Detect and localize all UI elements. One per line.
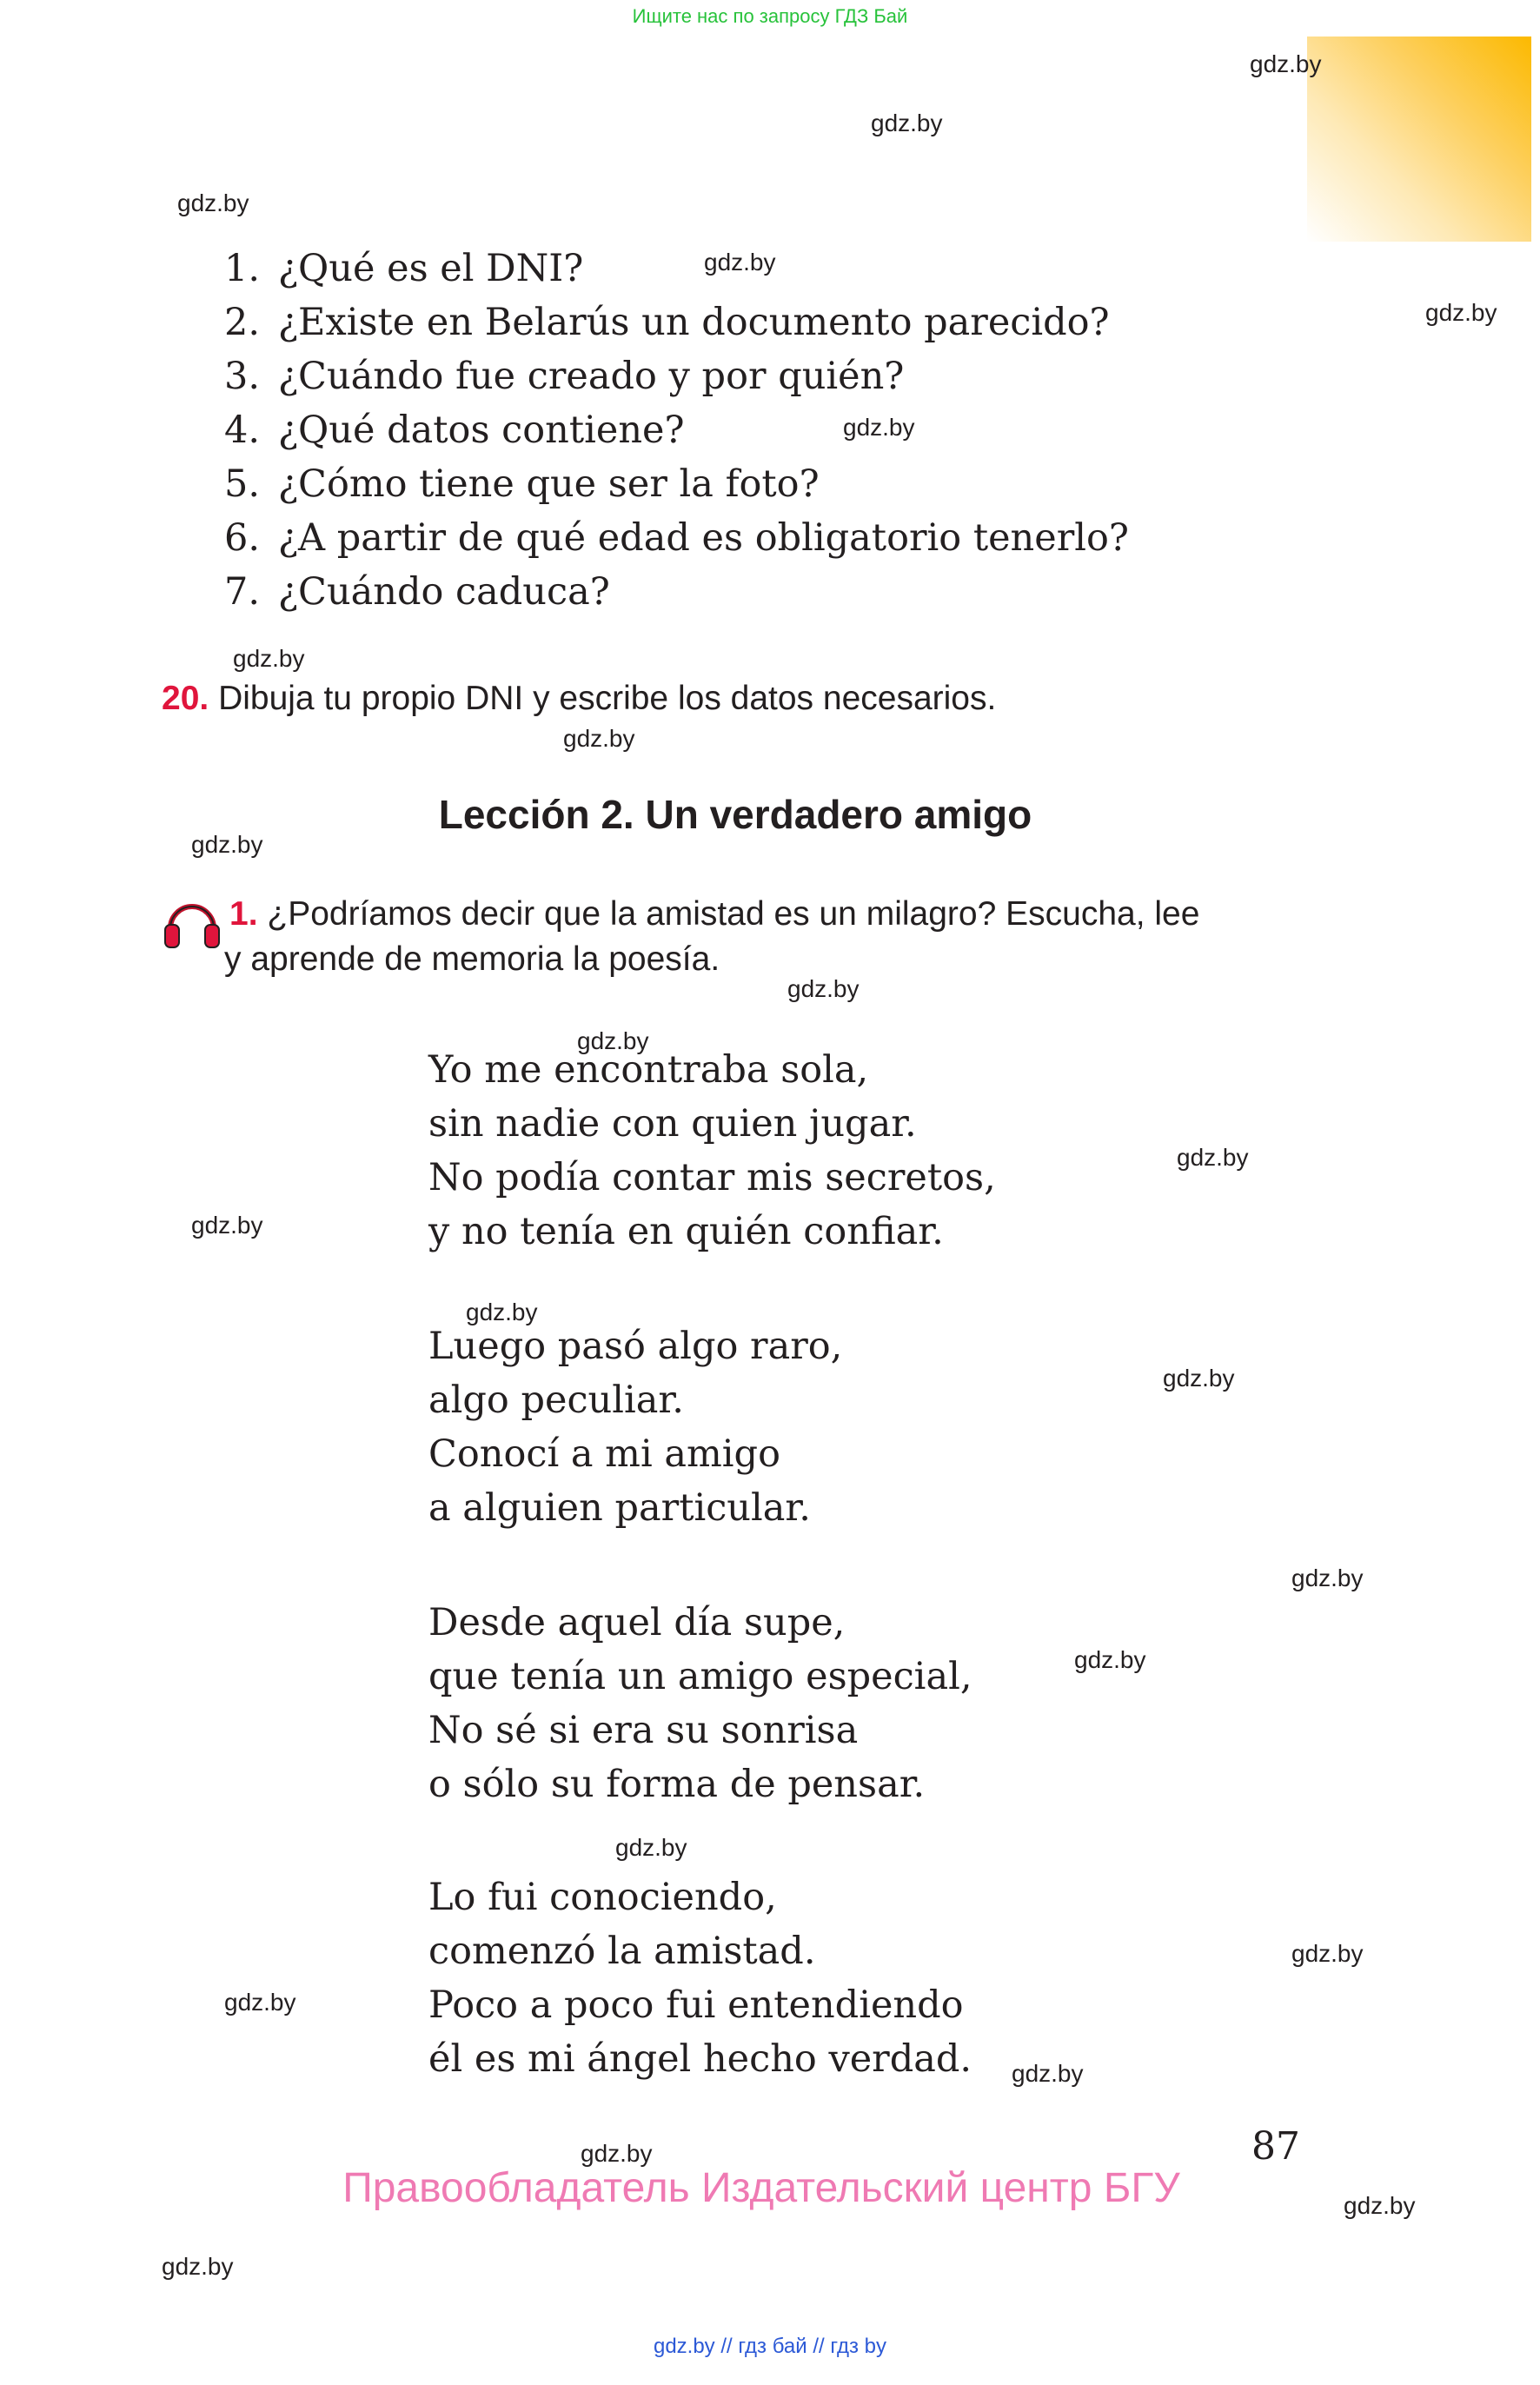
poem-line: Poco a poco fui entendiendo xyxy=(428,1983,964,2027)
poem-line: a alguien particular. xyxy=(428,1486,811,1530)
exercise-1-line-2: y aprende de memoria la poesía. xyxy=(224,940,720,978)
question-list xyxy=(224,242,1129,619)
poem-line: Conocí a mi amigo xyxy=(428,1432,780,1476)
watermark: gdz.by xyxy=(843,414,915,441)
watermark: gdz.by xyxy=(1177,1144,1249,1171)
watermark: gdz.by xyxy=(787,975,860,1002)
poem-line: Yo me encontraba sola, xyxy=(428,1048,869,1092)
poem-line: No sé si era su sonrisa xyxy=(428,1709,859,1752)
poem-line: sin nadie con quien jugar. xyxy=(428,1102,917,1146)
watermark: gdz.by xyxy=(177,189,249,216)
poem-line: algo peculiar. xyxy=(428,1379,684,1422)
poem-line: y no tenía en quién confiar. xyxy=(428,1210,944,1253)
exercise-1-line-1 xyxy=(229,892,1199,937)
exercise-number: 20. xyxy=(162,680,209,717)
watermark: gdz.by xyxy=(191,1212,263,1239)
exercise-text: ¿Podríamos decir que la amistad es un milagro? Escucha, lee xyxy=(267,895,1200,933)
top-banner[interactable]: Ищите нас по запросу ГДЗ Бай xyxy=(632,5,908,27)
exercise-text: Dibuja tu propio DNI y escribe los datos necesarios. xyxy=(218,680,997,717)
question-item: 2. ¿Existe en Belarús un documento parecido? xyxy=(224,301,1110,344)
watermark: gdz.by xyxy=(577,1027,649,1054)
poem-stanza xyxy=(428,1319,842,1535)
watermark: gdz.by xyxy=(233,645,305,672)
question-item: 7. ¿Cuándo caduca? xyxy=(224,570,610,614)
exercise-number: 1. xyxy=(229,895,258,933)
watermark: gdz.by xyxy=(162,2253,234,2280)
poem-line: comenzó la amistad. xyxy=(428,1930,816,1973)
poem-line: o sólo su forma de pensar. xyxy=(428,1763,926,1806)
poem-stanza xyxy=(428,1596,972,1811)
watermark: gdz.by xyxy=(1250,50,1322,77)
copyright-notice: Правообладатель Издательский центр БГУ xyxy=(342,2165,1180,2211)
watermark: gdz.by xyxy=(615,1834,687,1861)
watermark: gdz.by xyxy=(563,725,635,752)
watermark: gdz.by xyxy=(1291,1940,1364,1967)
bottom-links[interactable]: gdz.by // гдз бай // гдз by xyxy=(653,2335,887,2358)
watermark: gdz.by xyxy=(224,1989,296,2016)
watermark: gdz.by xyxy=(466,1299,538,1325)
watermark: gdz.by xyxy=(1425,299,1497,326)
corner-decoration xyxy=(1307,37,1531,242)
poem-stanza xyxy=(428,1043,996,1259)
poem-line: Desde aquel día supe, xyxy=(428,1601,846,1644)
headphones-icon[interactable] xyxy=(162,892,222,953)
watermark: gdz.by xyxy=(581,2140,653,2167)
watermark: gdz.by xyxy=(1163,1365,1235,1392)
poem-line: él es mi ángel hecho verdad. xyxy=(428,2037,972,2081)
watermark: gdz.by xyxy=(704,249,776,276)
poem-line: Lo fui conociendo, xyxy=(428,1876,777,1919)
page-number: 87 xyxy=(1251,2124,1300,2169)
watermark: gdz.by xyxy=(1012,2060,1084,2087)
question-item: 5. ¿Cómo tiene que ser la foto? xyxy=(224,462,820,506)
poem-line: No podía contar mis secretos, xyxy=(428,1156,996,1199)
watermark: gdz.by xyxy=(871,110,943,136)
poem-line: que tenía un amigo especial, xyxy=(428,1655,972,1698)
poem-stanza xyxy=(428,1870,972,2086)
watermark: gdz.by xyxy=(1074,1646,1146,1673)
question-item: 3. ¿Cuándo fue creado y por quién? xyxy=(224,355,905,398)
lesson-title: Lección 2. Un verdadero amigo xyxy=(438,792,1032,837)
question-item: 6. ¿A partir de qué edad es obligatorio tenerlo? xyxy=(224,516,1129,560)
question-item: 1. ¿Qué es el DNI? xyxy=(224,247,584,290)
watermark: gdz.by xyxy=(1344,2192,1416,2219)
question-item: 4. ¿Qué datos contiene? xyxy=(224,409,685,452)
watermark: gdz.by xyxy=(191,831,263,858)
watermark: gdz.by xyxy=(1291,1565,1364,1591)
exercise-20 xyxy=(162,676,996,721)
poem-line: Luego pasó algo raro, xyxy=(428,1325,843,1368)
